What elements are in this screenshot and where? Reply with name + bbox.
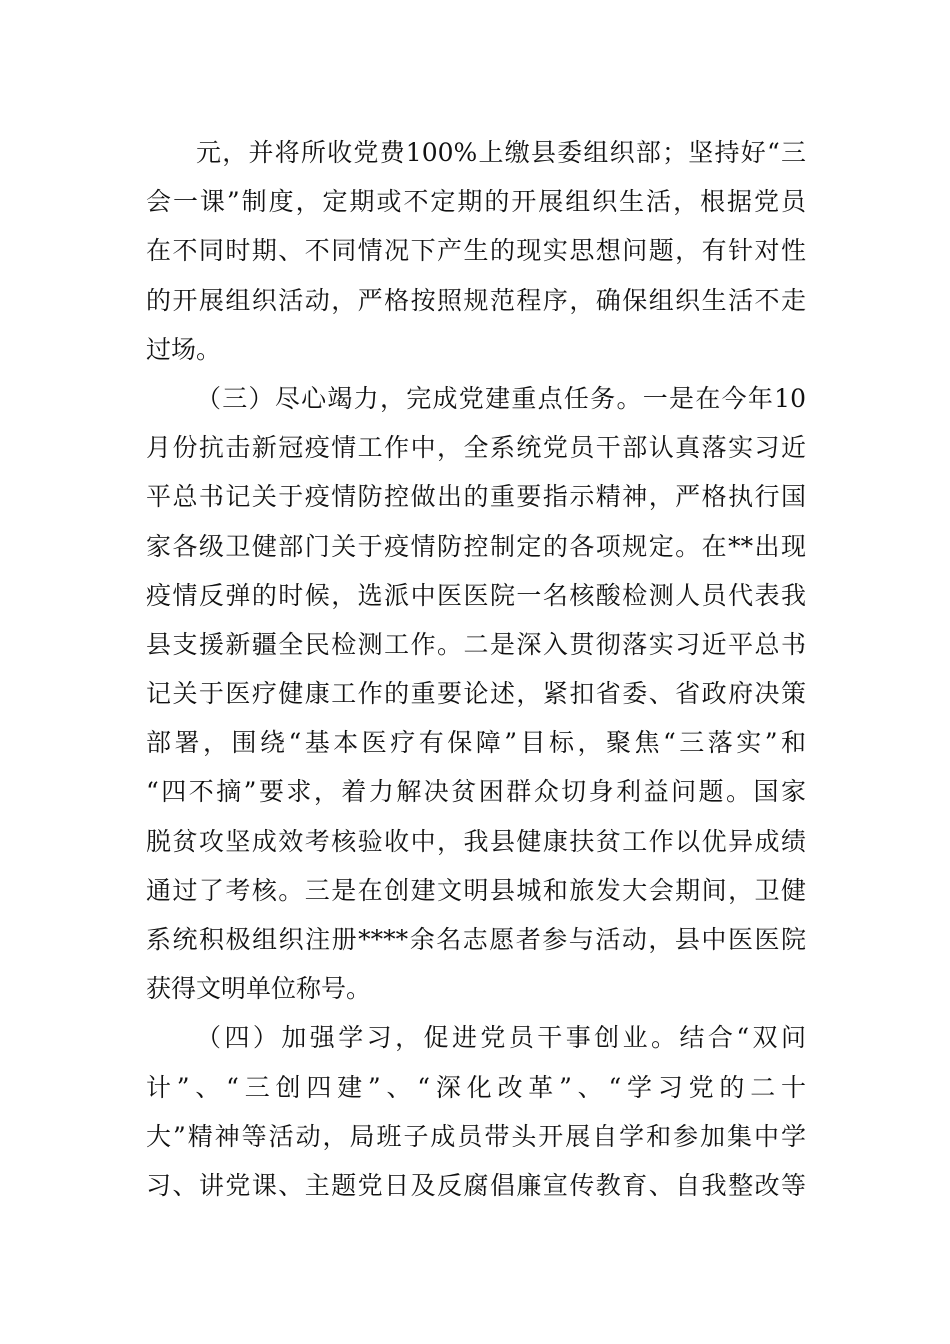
text-line-5: 过场。 (146, 334, 222, 364)
text-line-8: 平总书记关于疫情防控做出的重要指示精神，严格执行国 (146, 482, 806, 512)
text-line-10: 疫情反弹的时候，选派中医医院一名核酸检测人员代表我 (146, 580, 806, 610)
text-line-13: 部署，围绕“基本医疗有保障”目标，聚焦“三落实”和 (146, 728, 806, 758)
text-line-20: 计”、“三创四建”、“深化改革”、“学习党的二十 (146, 1072, 806, 1102)
text-line-19: （四）加强学习，促进党员干事创业。结合“双问 (196, 1023, 806, 1053)
text-line-6: （三）尽心竭力，完成党建重点任务。一是在今年10 (196, 383, 806, 413)
body-text (146, 128, 806, 1210)
text-line-7: 月份抗击新冠疫情工作中，全系统党员干部认真落实习近 (146, 433, 806, 463)
text-line-22: 习、讲党课、主题党日及反腐倡廉宣传教育、自我整改等 (146, 1170, 806, 1200)
text-line-3: 在不同时期、不同情况下产生的现实思想问题，有针对性 (146, 236, 806, 266)
text-line-15: 脱贫攻坚成效考核验收中，我县健康扶贫工作以优异成绩 (146, 826, 806, 856)
text-line-16: 通过了考核。三是在创建文明县城和旅发大会期间，卫健 (146, 875, 806, 905)
text-line-2: 会一课”制度，定期或不定期的开展组织生活，根据党员 (146, 187, 806, 217)
text-line-1: 元，并将所收党费100%上缴县委组织部；坚持好“三 (196, 138, 806, 167)
text-line-4: 的开展组织活动，严格按照规范程序，确保组织生活不走 (146, 285, 806, 315)
text-line-14: “四不摘”要求，着力解决贫困群众切身利益问题。国家 (146, 777, 806, 807)
text-line-18: 获得文明单位称号。 (146, 974, 372, 1004)
text-line-17: 系统积极组织注册****余名志愿者参与活动，县中医医院 (146, 925, 806, 954)
text-line-11: 县支援新疆全民检测工作。二是深入贯彻落实习近平总书 (146, 629, 806, 659)
text-line-12: 记关于医疗健康工作的重要论述，紧扣省委、省政府决策 (146, 679, 806, 709)
text-line-9: 家各级卫健部门关于疫情防控制定的各项规定。在**出现 (146, 531, 806, 561)
text-line-21: 大”精神等活动，局班子成员带头开展自学和参加集中学 (146, 1121, 806, 1151)
